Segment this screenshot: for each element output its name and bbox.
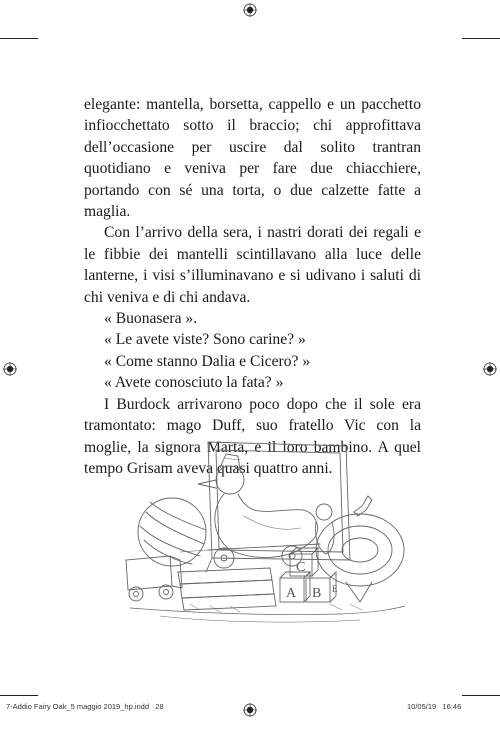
paragraph-3: I Burdock arrivarono poco dopo che il sole era tramontato: mago Duff, suo fratello Vic con la moglie, la signora Marta, e il loro bambino. A quel tempo Grisam aveva quasi quattro anni. [84,395,421,477]
dialogue-line-3: « Come stanno Dalia e Cicero? » [104,352,311,370]
dialogue-line-2: « Le avete viste? Sono carine? » [104,331,306,349]
block-letter-b: B [312,586,322,601]
crop-mark-bottom-right [462,695,500,696]
slug-timestamp [407,700,461,714]
registration-mark-top-icon [243,3,257,17]
registration-mark-left-icon [3,362,17,376]
crop-mark-top-right [462,38,500,39]
crop-mark-top-left [0,38,38,39]
slug-line [6,700,164,714]
slug-filename: 7-Addio Fairy Oak_5 maggio 2019_hp.indd [6,702,150,711]
book-stack [178,568,276,610]
crop-mark-bottom-left [0,695,38,696]
toy-wagon [126,556,182,601]
registration-mark-right-icon [483,362,497,376]
slug-time: 16:46 [442,702,462,711]
paragraph-1: elegante: mantella, borsetta, cappello e un pacchetto infiocchettato sotto il braccio; chi approfittava dell’occasione per uscire dal solito trantran quotidiano e veniva per fare due chiacchiere, portando con sé una torta, o due calzette fatte a maglia. [84,96,421,221]
paragraph-2: Con l’arrivo della sera, i nastri dorati dei regali e le fibbie dei mantelli scintillavano alla luce delle lanterne, i visi s’illuminavano e si udivano i saluti di chi veniva e di chi andava. [84,224,421,306]
dialogue-line-4: « Avete conosciuto la fata? » [104,374,284,392]
toys-illustration [120,440,410,630]
slug-date: 10/05/19 [407,702,437,711]
picture-frame [208,442,350,560]
block-letter-e: E [332,584,338,594]
slug-page: 28 [155,702,164,711]
book-text [84,94,421,479]
dialogue-line-1: « Buonasera ». [104,310,198,328]
registration-mark-bottom-icon [243,703,257,717]
block-letter-c: C [296,560,306,575]
block-letter-a: A [286,586,297,601]
spinning-top [316,496,404,602]
striped-ball [138,498,206,566]
